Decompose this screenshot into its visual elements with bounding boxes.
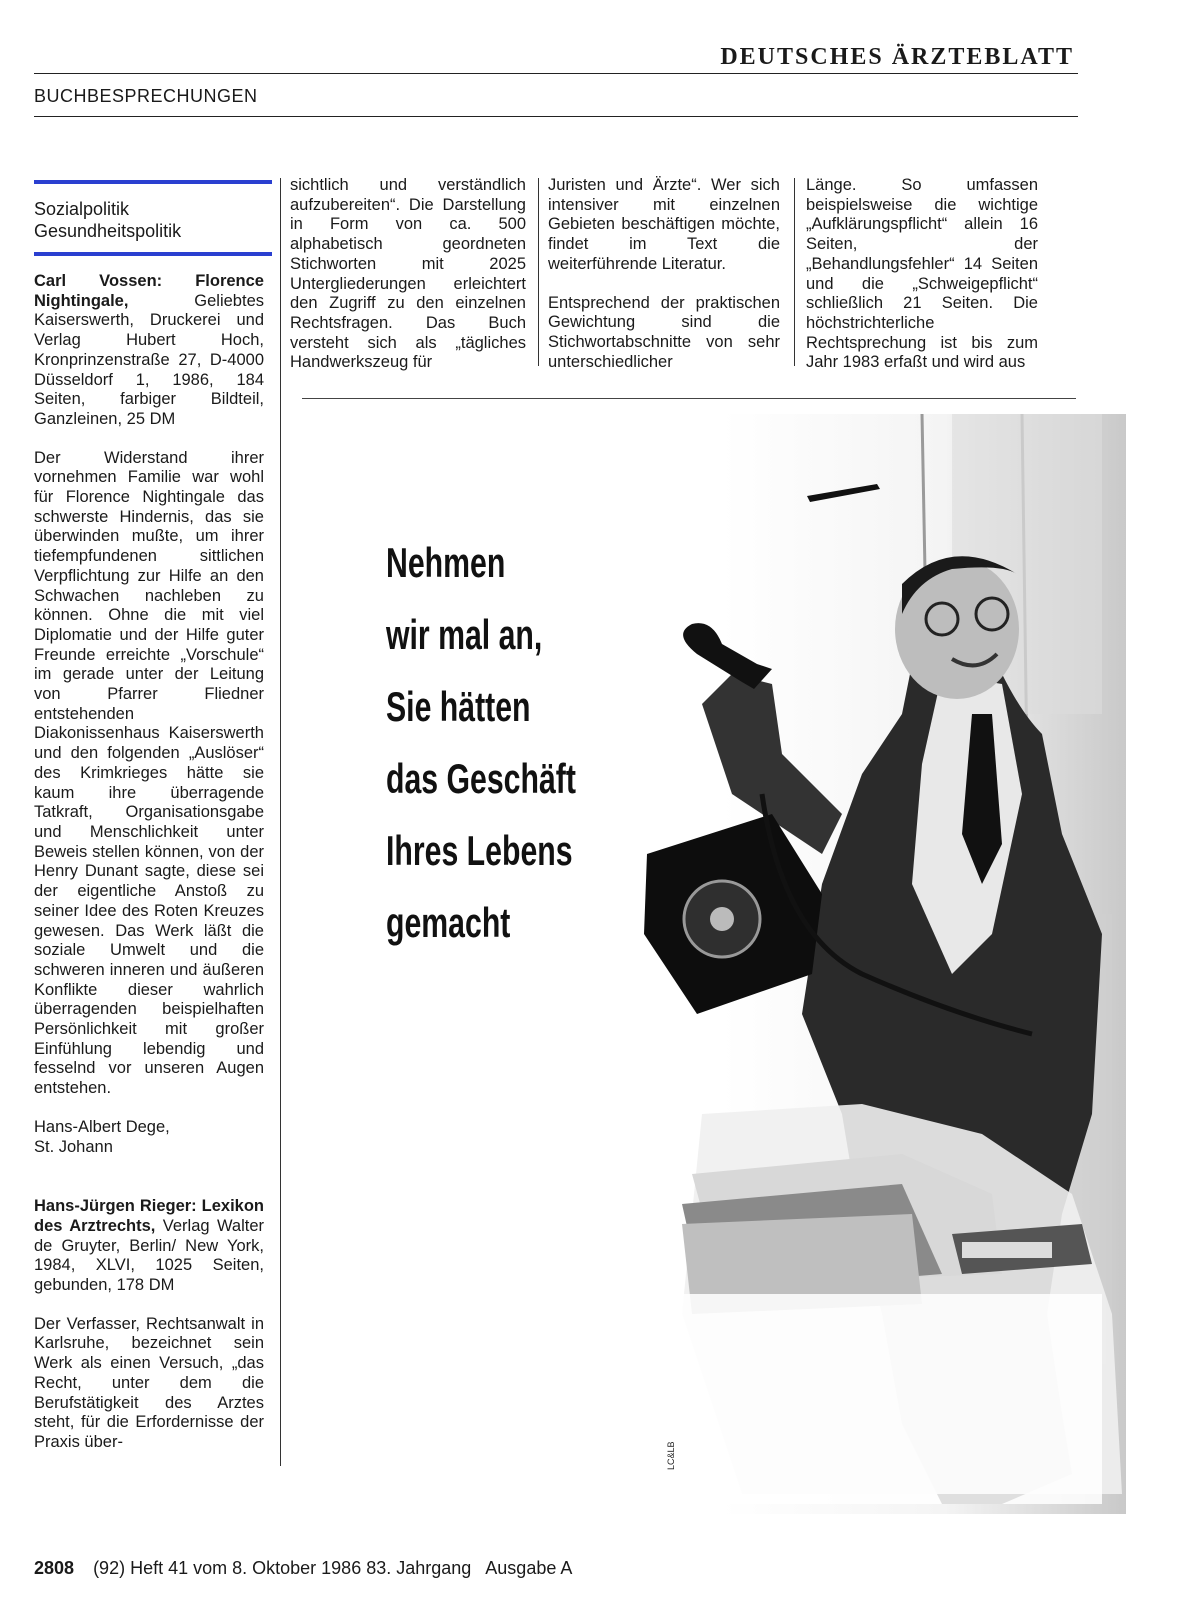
ad-headline-line: Ihres Lebens [386, 827, 573, 874]
column-4 [806, 176, 1038, 392]
review1-heading [34, 272, 264, 430]
review2-text: Der Verfasser, Rechtsanwalt in Karlsruhe, bezeichnet sein Werk als einen Versuch, „das Recht, unter dem die Berufstätigkeit des Arztes steht, für die Erfordernisse der Praxis über- [34, 1314, 264, 1451]
ad-headline-line: das Geschäft [386, 755, 576, 802]
category-bar-top [34, 180, 272, 184]
category-line1: Sozialpolitik [34, 199, 130, 219]
column-2 [290, 176, 526, 392]
section-rule [34, 116, 1078, 117]
column-1 [34, 272, 264, 1472]
column2-text: sichtlich und verständlich aufzubereiten“. Die Darstellung in Form von ca. 500 alphabetisch geordneten Stichworten mit 2025 Untergliederungen erleichtert den Zugriff zu den einzelnen Rechtsfragen. Das Buch versteht sich als „tägliches Handwerkszeug für [290, 176, 526, 372]
page-footer [34, 1558, 572, 1579]
column-divider-2 [538, 178, 539, 366]
masthead: DEUTSCHES ÄRZTEBLATT [720, 44, 1074, 70]
review1-text: Der Widerstand ihrer vornehmen Familie war wohl für Florence Nightingale das schwerste Hindernis, das sie überwinden mußte, um ihrer tiefempfundenen sittlichen Verpflichtung zur Hilfe an den Schwachen nachleben zu können. Ohne die mit viel Diplomatie und der Hilfe guter Freunde erreichte „Vorschule“ im gerade unter der Leitung von Pfarrer Fliedner entstehenden Diakonissenhaus Kaiserswerth und den folgenden „Auslöser“ des Krimkrieges hätte sie kaum ihre überragende Tatkraft, Organisationsgabe und Menschlichkeit unter Beweis stellen können, von der Henry Dunant sagte, diese sei der eigentliche Anstoß zu seiner Idee des Roten Kreuzes gewesen. Das Werk läßt die soziale Umwelt und die schweren inneren und äußeren Konflikte dieser wahrlich überragenden beispielhaften Persönlichkeit mit großer Einfühlung lebendig und fesselnd vor unseren Augen entstehen. [34, 448, 264, 1098]
category-line2: Gesundheitspolitik [34, 221, 182, 241]
column-divider-1 [280, 178, 281, 1466]
review2-biblio: Verlag Walter de Gruyter, Berlin/ New York, 1984, XLVI, 1025 Seiten, gebunden, 178 DM [34, 1216, 264, 1295]
ad-top-rule [302, 398, 1076, 399]
ad-headline [386, 527, 576, 959]
ad-headline-line: Sie hätten [386, 683, 531, 730]
ad-headline-line: gemacht [386, 899, 511, 946]
masthead-rule [34, 73, 1078, 74]
column-3 [548, 176, 780, 391]
review2-heading [34, 1197, 264, 1296]
author-name: Hans-Albert Dege, [34, 1117, 170, 1136]
page-number: 2808 [34, 1558, 75, 1578]
author-place: St. Johann [34, 1137, 113, 1156]
ad-headline-line: wir mal an, [386, 611, 543, 658]
column3-text2: Entsprechend der praktischen Gewichtung sind die Stichwortabschnitte von sehr unterschiedlicher [548, 293, 780, 371]
column3-text1: Juristen und Ärzte“. Wer sich intensiver mit einzelnen Gebieten beschäftigen möchte, findet im Text die weiterführende Literatur. [548, 176, 780, 273]
review1-title: Carl Vossen: Florence Nightingale, [34, 272, 264, 310]
ad-credit: LC&LB [666, 1441, 676, 1470]
ad-headline-line: Nehmen [386, 539, 506, 586]
review2-title: Hans-Jürgen Rieger: Lexikon des Arztrechts, [34, 1197, 264, 1235]
section-title: BUCHBESPRECHUNGEN [34, 86, 258, 106]
review1-author [34, 1118, 264, 1157]
category-label [34, 198, 181, 242]
issue-info: (92) Heft 41 vom 8. Oktober 1986 83. Jahrgang Ausgabe A [93, 1558, 573, 1578]
review1-biblio: Geliebtes Kaiserswerth, Druckerei und Verlag Hubert Hoch, Kronprinzenstraße 27, D-4000 Düsseldorf 1, 1986, 184 Seiten, farbiger Bildteil, Ganzleinen, 25 DM [34, 291, 264, 428]
category-bar-bottom [34, 252, 272, 256]
column4-text: Länge. So umfassen beispielsweise die wichtige „Aufklärungspflicht“ allein 16 Seiten, der „Behandlungsfehler“ 14 Seiten und die „Schweigepflicht“ schließlich 21 Seiten. Die höchstrichterliche Rechtsprechung ist bis zum Jahr 1983 erfaßt und wird aus [806, 176, 1038, 372]
column-divider-3 [794, 178, 795, 366]
